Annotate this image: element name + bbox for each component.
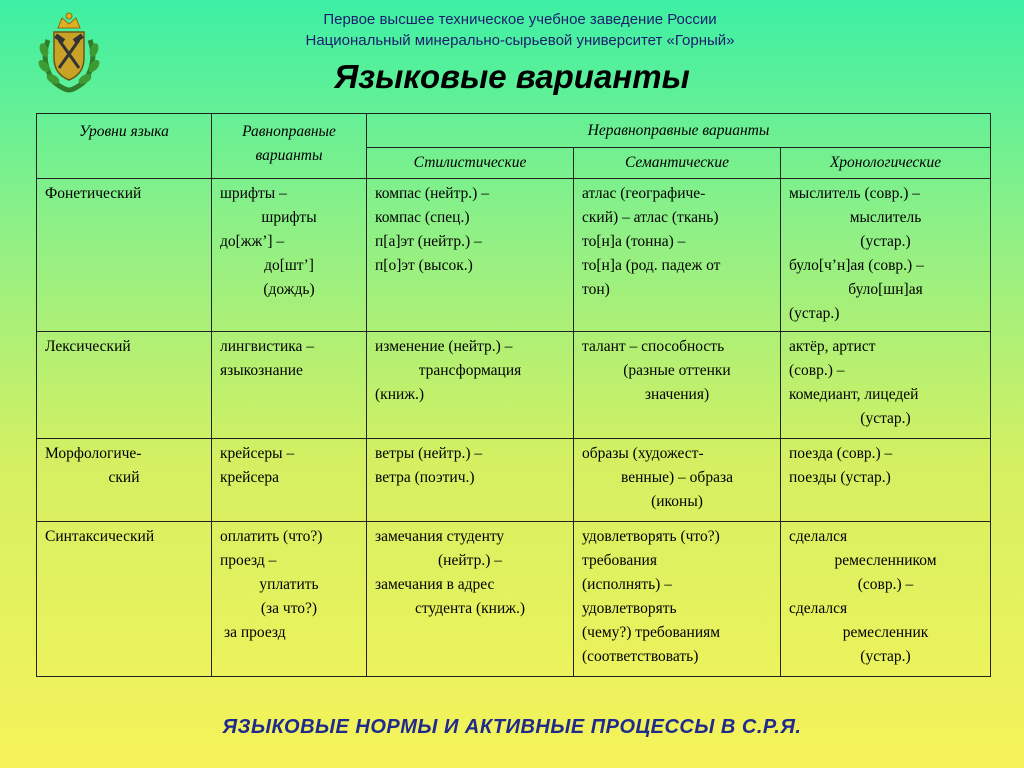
- cell-line: за проезд: [224, 624, 286, 641]
- header-semantic: Семантические: [574, 148, 781, 179]
- cell-line: оплатить (что?): [220, 528, 323, 545]
- cell-line: студента (книж.): [414, 600, 526, 617]
- cell-line: (дождь): [263, 281, 315, 298]
- cell-line: п[а]эт (нейтр.) –: [375, 233, 482, 250]
- cell-line: було[ч’н]ая (совр.) –: [789, 257, 924, 274]
- level-cell: Лексический: [37, 332, 212, 439]
- cell-line: то[н]а (род. падеж от: [582, 257, 721, 274]
- chrono-cell: [781, 179, 991, 332]
- cell-line: до[жж’] –: [220, 233, 285, 250]
- cell-line: (чему?) требованиям: [582, 624, 721, 641]
- header-chrono: Хронологические: [781, 148, 991, 179]
- cell-line: (соответствовать): [582, 648, 699, 665]
- stylistic-cell: [367, 522, 574, 677]
- semantic-cell: [574, 439, 781, 522]
- cell-line: замечания в адрес: [375, 576, 495, 593]
- equal-cell: [212, 439, 367, 522]
- cell-line: актёр, артист: [789, 338, 876, 355]
- cell-line: шрифты –: [220, 185, 287, 202]
- cell-line: (устар.): [789, 305, 840, 322]
- cell-line: компас (спец.): [375, 209, 470, 226]
- level-cell: [37, 439, 212, 522]
- cell-line: (книж.): [375, 386, 425, 403]
- semantic-cell: [574, 522, 781, 677]
- cell-line: (устар.): [860, 233, 911, 250]
- cell-line: поезды (устар.): [789, 469, 891, 486]
- semantic-cell: [574, 179, 781, 332]
- cell-line: (совр.) –: [857, 576, 914, 593]
- cell-line: венные) – образа: [621, 469, 733, 486]
- cell-line: языкознание: [220, 362, 303, 379]
- cell-line: комедиант, лицедей: [789, 386, 919, 403]
- cell-line: ремесленником: [834, 552, 937, 569]
- university-header: [160, 9, 880, 51]
- equal-cell: [212, 522, 367, 677]
- cell-line: крейсеры –: [220, 445, 295, 462]
- cell-line: було[шн]ая: [848, 281, 923, 298]
- cell-line: образы (художест-: [582, 445, 704, 462]
- chrono-cell: [781, 332, 991, 439]
- cell-line: компас (нейтр.) –: [375, 185, 489, 202]
- cell-line: поезда (совр.) –: [789, 445, 893, 462]
- cell-line: Морфологиче-: [45, 445, 142, 462]
- header-line-2: Национальный минерально-сырьевой университет «Горный»: [305, 32, 735, 49]
- table-row: [37, 522, 991, 677]
- footer-caption: ЯЗЫКОВЫЕ НОРМЫ И АКТИВНЫЕ ПРОЦЕССЫ В С.Р.Я.: [222, 716, 802, 738]
- cell-line: трансформация: [418, 362, 522, 379]
- header-line-1: Первое высшее техническое учебное заведение России: [323, 11, 717, 28]
- equal-cell: [212, 179, 367, 332]
- table-row: [37, 332, 991, 439]
- cell-line: ветра (поэтич.): [375, 469, 475, 486]
- cell-line: п[о]эт (высок.): [375, 257, 473, 274]
- cell-line: атлас (географиче-: [582, 185, 706, 202]
- header-stylistic: Стилистические: [367, 148, 574, 179]
- table-row: [37, 179, 991, 332]
- cell-line: сделался: [789, 528, 848, 545]
- cell-line: тон): [582, 281, 610, 298]
- level-cell: Синтаксический: [37, 522, 212, 677]
- stylistic-cell: [367, 179, 574, 332]
- cell-line: мыслитель: [849, 209, 922, 226]
- cell-line: удовлетворять: [582, 600, 677, 617]
- cell-line: (за что?): [260, 600, 318, 617]
- cell-line: талант – способность: [582, 338, 725, 355]
- chrono-cell: [781, 522, 991, 677]
- cell-line: ский: [108, 469, 140, 486]
- stylistic-cell: [367, 332, 574, 439]
- language-variants-table: [36, 113, 991, 677]
- cell-line: (устар.): [860, 648, 911, 665]
- cell-line: (разные оттенки: [623, 362, 731, 379]
- cell-line: то[н]а (тонна) –: [582, 233, 686, 250]
- cell-line: удовлетворять (что?): [582, 528, 720, 545]
- level-cell: Фонетический: [37, 179, 212, 332]
- semantic-cell: [574, 332, 781, 439]
- cell-line: изменение (нейтр.) –: [375, 338, 513, 355]
- cell-line: (иконы): [651, 493, 703, 510]
- cell-line: (исполнять) –: [582, 576, 672, 593]
- page-title: Языковые варианты: [334, 58, 690, 95]
- cell-line: ский) – атлас (ткань): [582, 209, 719, 226]
- cell-line: до[шт’]: [264, 257, 314, 274]
- cell-line: (нейтр.) –: [437, 552, 502, 569]
- cell-line: сделался: [789, 600, 848, 617]
- table-row: [37, 439, 991, 522]
- table-header-row: [37, 114, 991, 148]
- header-unequal: Неравноправные варианты: [367, 114, 991, 148]
- cell-line: уплатить: [259, 576, 319, 593]
- cell-line: шрифты: [261, 209, 317, 226]
- cell-line: (устар.): [860, 410, 911, 427]
- cell-line: проезд –: [220, 552, 277, 569]
- cell-line: (совр.) –: [789, 362, 845, 379]
- header-levels: Уровни языка: [37, 114, 212, 179]
- cell-line: крейсера: [220, 469, 280, 486]
- cell-line: мыслитель (совр.) –: [789, 185, 920, 202]
- chrono-cell: [781, 439, 991, 522]
- cell-line: лингвистика –: [220, 338, 315, 355]
- cell-line: ветры (нейтр.) –: [375, 445, 483, 462]
- cell-line: ремесленник: [842, 624, 929, 641]
- cell-line: требования: [582, 552, 657, 569]
- stylistic-cell: [367, 439, 574, 522]
- cell-line: значения): [644, 386, 710, 403]
- equal-cell: [212, 332, 367, 439]
- header-equal: Равноправные варианты: [212, 114, 367, 179]
- cell-line: замечания студенту: [375, 528, 505, 545]
